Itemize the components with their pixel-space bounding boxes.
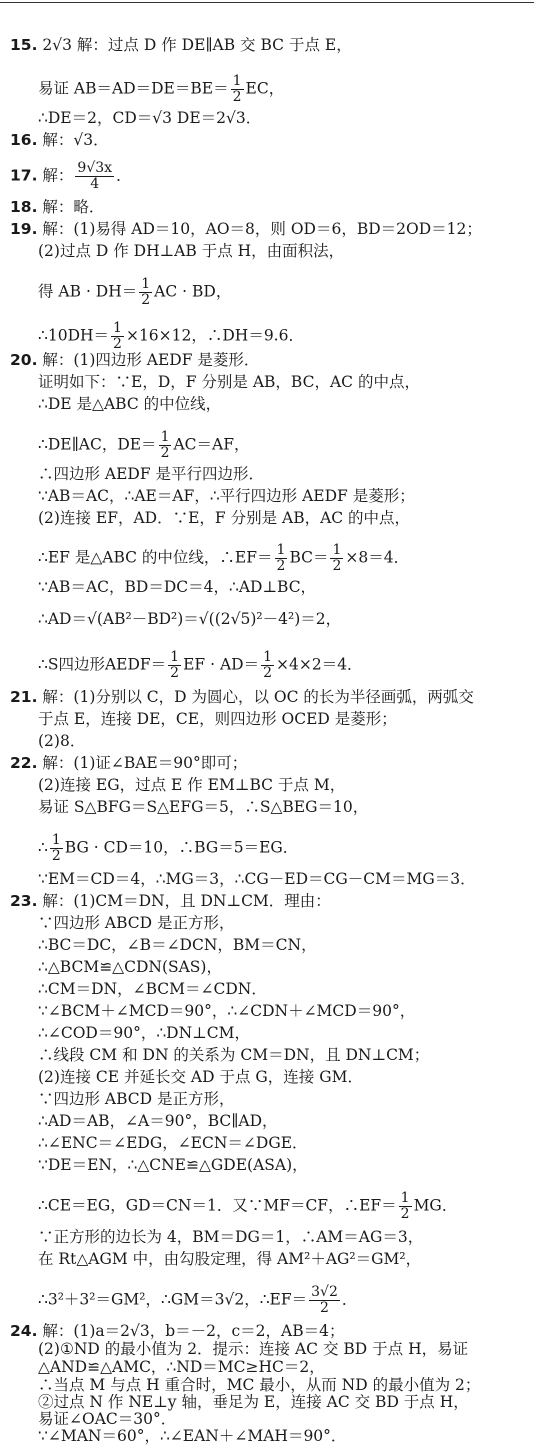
problem-22-line-4: ∴ $\frac{1}{2}$ BG · CD＝10，∴BG＝5＝EG． — [38, 832, 299, 864]
problem-22-line-3: 易证 S△BFG＝S△EFG＝5，∴S△BEG＝10， — [38, 798, 369, 816]
problem-24-line-3: △AND≌△AMC，∴ND＝MC≥HC＝2， — [38, 1358, 325, 1376]
fraction: $\frac{9√3x}{4}$ — [77, 160, 113, 192]
problem-17: 17. 解： $\frac{9√3x}{4}$ ． — [10, 160, 132, 192]
fraction: $\frac{1}{2}$ — [400, 1190, 410, 1222]
problem-21-line-1: 21. 解：(1)分别以 C，D 为圆心，以 OC 的长为半径画弧，两弧交 — [10, 688, 474, 706]
problem-24-line-1: 24. 解：(1)a＝2√3，b＝－2，c＝2，AB＝4； — [10, 1322, 345, 1340]
problem-20-line-4: ∴DE∥AC，DE＝ $\frac{1}{2}$ AC＝AF， — [38, 429, 250, 461]
fraction: $\frac{3√2}{2}$ — [311, 1284, 338, 1316]
problem-20-line-6: ∵AB＝AC，∴AE＝AF，∴平行四边形 AEDF 是菱形； — [38, 487, 415, 505]
top-rule — [0, 2, 534, 3]
problem-19-line-3: 得 AB · DH＝ $\frac{1}{2}$ AC · BD， — [38, 276, 232, 308]
fraction: $\frac{1}{2}$ — [232, 73, 242, 105]
fraction: $\frac{1}{2}$ — [263, 649, 272, 681]
problem-number: 15. — [10, 36, 38, 54]
problem-22-line-1: 22. 解：(1)证∠BAE＝90°即可； — [10, 754, 248, 772]
problem-20-line-8: ∴EF 是△ABC 的中位线，∴EF＝ $\frac{1}{2}$ BC＝ $\frac{1}{2}$ ×8＝4． — [38, 542, 410, 574]
problem-19-line-1: 19. 解：(1)易得 AD＝10，AO＝8，则 OD＝6，BD＝2OD＝12； — [10, 220, 482, 238]
problem-23-line-1: 23. 解：(1)CM＝DN，且 DN⊥CM．理由： — [10, 892, 331, 910]
problem-20-line-2: 证明如下：∵E，D，F 分别是 AB，BC，AC 的中点， — [38, 373, 420, 391]
problem-24-line-2: (2)①ND 的最小值为 2．提示：连接 AC 交 BD 于点 H，易证 — [38, 1340, 469, 1358]
problem-24-line-5: ②过点 N 作 NE⊥y 轴，垂足为 E，连接 AC 交 BD 于点 H， — [38, 1393, 469, 1411]
problem-19-line-4: ∴10DH＝ $\frac{1}{2}$ ×16×12，∴DH＝9.6． — [38, 320, 304, 352]
problem-23-line-14: ∴CE＝EG，GD＝CN＝1．又∵MF＝CF，∴EF＝ $\frac{1}{2}$ MG． — [38, 1190, 458, 1222]
problem-23-line-9: (2)连接 CE 并延长交 AD 于点 G，连接 GM． — [38, 1068, 363, 1086]
problem-22-line-5: ∵EM＝CD＝4，∴MG＝3，∴CG－ED＝CG－CM＝MG＝3． — [38, 870, 476, 888]
problem-23-line-2: ∵四边形 ABCD 是正方形， — [38, 914, 235, 932]
problem-20-line-10: ∴AD＝√(AB²－BD²)＝√((2√5)²－4²)＝2， — [38, 610, 342, 628]
problem-21-line-2: 于点 E，连接 DE，CE，则四边形 OCED 是菱形； — [38, 710, 397, 728]
problem-20-line-11: ∴S四边形AEDF＝ $\frac{1}{2}$ EF · AD＝ $\frac{1}{2}$ ×4×2＝4． — [38, 649, 363, 681]
problem-23-line-13: ∵DE＝EN，∴△CNE≌△GDE(ASA)， — [38, 1156, 308, 1174]
fraction: $\frac{1}{2}$ — [113, 320, 122, 352]
fraction: $\frac{1}{2}$ — [141, 276, 151, 308]
problem-20-line-3: ∴DE 是△ABC 的中位线， — [38, 395, 222, 413]
problem-20-line-7: (2)连接 EF，AD．∵E，F 分别是 AB，AC 的中点， — [38, 509, 411, 527]
problem-15-line-2: 易证 AB＝AD＝DE＝BE＝ $\frac{1}{2}$ EC， — [38, 73, 285, 105]
problem-24-line-7: ∵∠MAN＝60°，∴∠EAN＋∠MAH＝90°． — [38, 1427, 347, 1445]
problem-23-line-10: ∵四边形 ABCD 是正方形， — [38, 1090, 235, 1108]
problem-23-line-11: ∴AD＝AB，∠A＝90°，BC∥AD， — [38, 1112, 278, 1130]
problem-20-line-5: ∴四边形 AEDF 是平行四边形． — [38, 465, 265, 483]
fraction: $\frac{1}{2}$ — [160, 429, 170, 461]
problem-15-line-3: ∴DE＝2，CD＝√3 DE＝2√3． — [38, 109, 262, 127]
problem-20-line-1: 20. 解：(1)四边形 AEDF 是菱形． — [10, 351, 260, 369]
problem-23-line-7: ∴∠COD＝90°，∴DN⊥CM， — [38, 1024, 250, 1042]
problem-23-line-3: ∴BC＝DC，∠B＝∠DCN，BM＝CN， — [38, 936, 317, 954]
problem-23-line-5: ∴CM＝DN，∠BCM＝∠CDN． — [38, 980, 267, 998]
fraction: $\frac{1}{2}$ — [332, 542, 342, 574]
problem-24-line-4: ∴当点 M 与点 H 重合时，MC 最小，从而 ND 的最小值为 2； — [38, 1376, 481, 1394]
problem-16: 16. 解：√3． — [10, 131, 109, 149]
problem-20-line-9: ∵AB＝AC，BD＝DC＝4，∴AD⊥BC， — [38, 578, 317, 596]
fraction: $\frac{1}{2}$ — [276, 542, 286, 574]
problem-21-line-3: (2)8． — [38, 732, 86, 750]
problem-24-line-6: 易证∠OAC＝30°． — [38, 1410, 177, 1428]
problem-23-line-17: ∴3²＋3²＝GM²，∴GM＝3√2，∴EF＝ $\frac{3√2}{2}$ ． — [38, 1284, 358, 1316]
problem-23-line-4: ∴△BCM≌△CDN(SAS)， — [38, 958, 222, 976]
problem-19-line-2: (2)过点 D 作 DH⊥AB 于点 H，由面积法， — [38, 242, 345, 260]
problem-15-line-1: 15. 2√3 解：过点 D 作 DE∥AB 交 BC 于点 E， — [10, 36, 352, 54]
problem-23-line-16: 在 Rt△AGM 中，由勾股定理，得 AM²＋AG²＝GM²， — [38, 1250, 422, 1268]
fraction: $\frac{1}{2}$ — [170, 649, 180, 681]
problem-23-line-15: ∵正方形的边长为 4，BM＝DG＝1，∴AM＝AG＝3， — [38, 1228, 424, 1246]
problem-23-line-6: ∵∠BCM＋∠MCD＝90°，∴∠CDN＋∠MCD＝90°， — [38, 1002, 416, 1020]
fraction: $\frac{1}{2}$ — [51, 832, 61, 864]
problem-23-line-8: ∴线段 CM 和 DN 的关系为 CM＝DN，且 DN⊥CM； — [38, 1046, 430, 1064]
problem-18: 18. 解：略． — [10, 198, 105, 216]
problem-23-line-12: ∴∠ENC＝∠EDG，∠ECN＝∠DGE． — [38, 1134, 308, 1152]
problem-22-line-2: (2)连接 EG，过点 E 作 EM⊥BC 于点 M， — [38, 776, 346, 794]
